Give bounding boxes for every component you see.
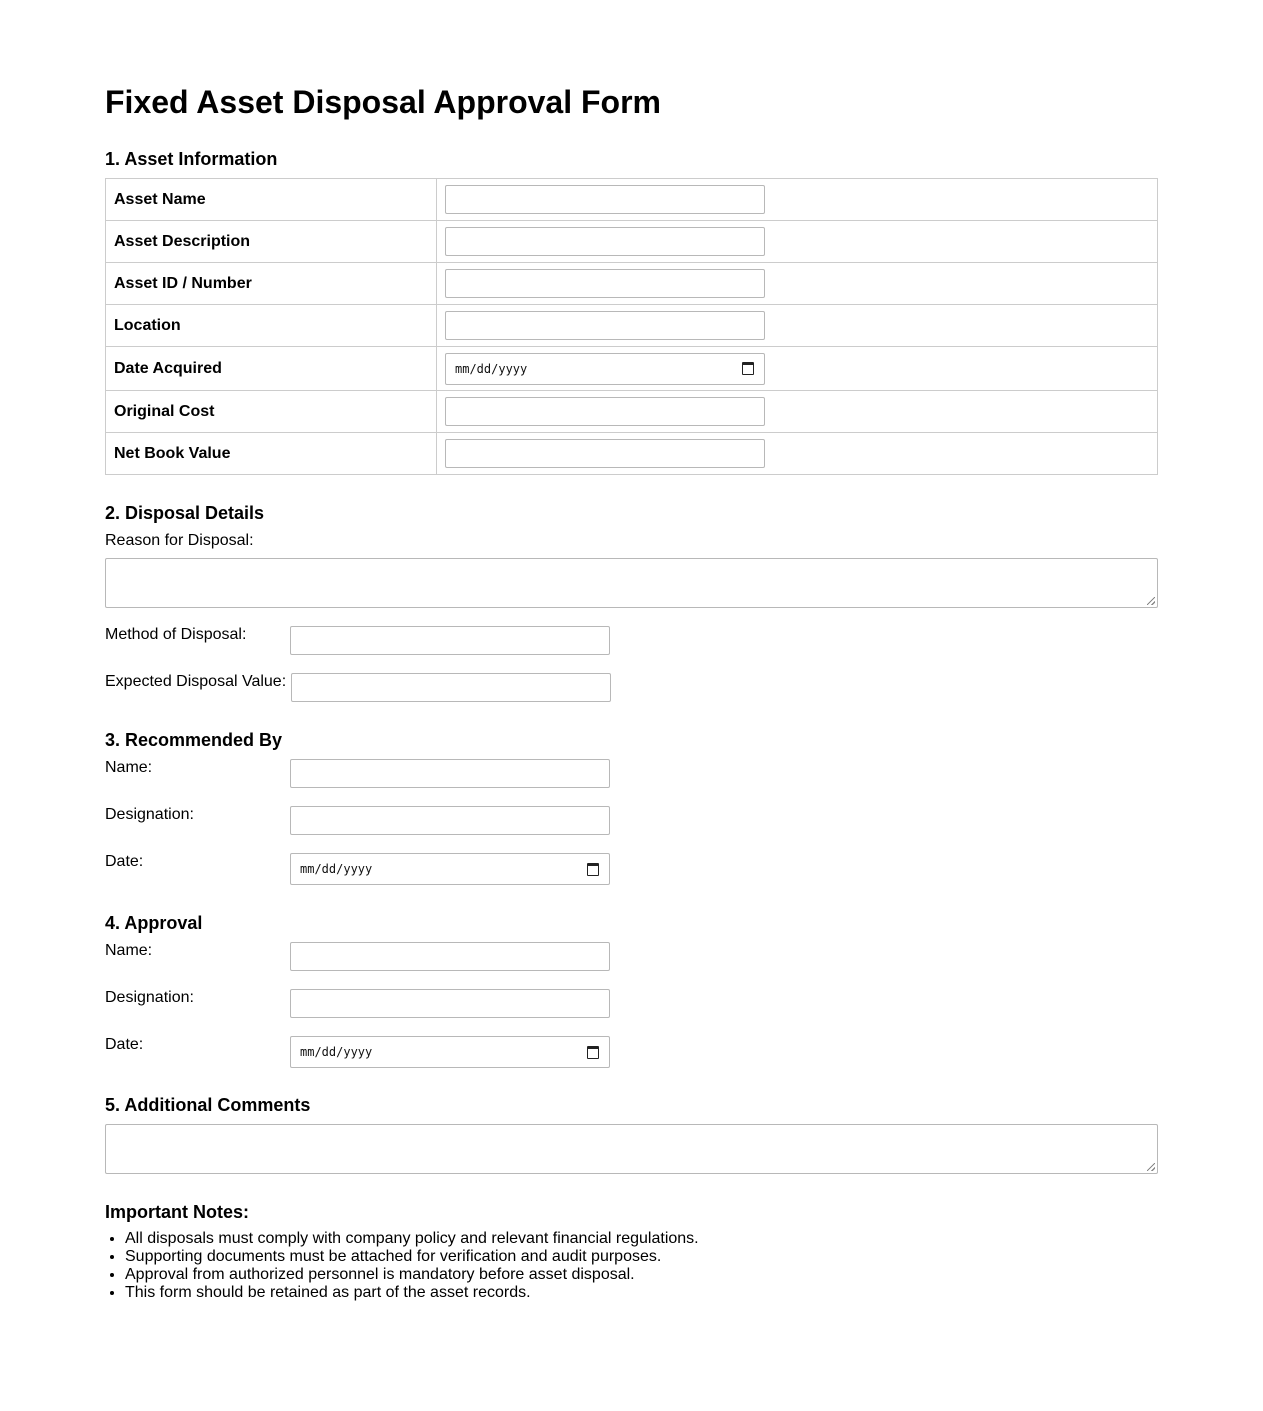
- approval-designation-label: Designation:: [105, 989, 194, 1006]
- calendar-icon[interactable]: [742, 362, 754, 375]
- net-book-value-label: Net Book Value: [106, 433, 437, 475]
- table-row: [106, 179, 1158, 221]
- recommended-date-input[interactable]: [290, 853, 610, 885]
- table-row: [106, 263, 1158, 305]
- approval-date-input[interactable]: [290, 1036, 610, 1068]
- list-item: • Supporting documents must be attached for verification and audit purposes.: [125, 1248, 699, 1266]
- asset-id-input[interactable]: [445, 269, 765, 298]
- table-row: [106, 433, 1158, 475]
- expected-disposal-value-label: Expected Disposal Value:: [105, 673, 287, 690]
- date-acquired-label: Date Acquired: [106, 347, 437, 391]
- calendar-icon[interactable]: [587, 863, 599, 876]
- asset-name-label: Asset Name: [106, 179, 437, 221]
- date-placeholder: mm/dd/yyyy: [300, 1045, 373, 1059]
- section-asset-information-heading: 1. Asset Information: [105, 149, 278, 169]
- date-acquired-input[interactable]: [445, 353, 765, 385]
- asset-description-input[interactable]: [445, 227, 765, 256]
- list-item: • This form should be retained as part of the asset records.: [125, 1284, 699, 1302]
- reason-for-disposal-textarea[interactable]: [105, 558, 1158, 608]
- asset-description-label: Asset Description: [106, 221, 437, 263]
- recommended-name-input[interactable]: [290, 759, 610, 788]
- location-label: Location: [106, 305, 437, 347]
- approval-name-label: Name:: [105, 942, 153, 959]
- approval-name-input[interactable]: [290, 942, 610, 971]
- recommended-designation-input[interactable]: [290, 806, 610, 835]
- section-disposal-details-heading: 2. Disposal Details: [105, 503, 265, 523]
- date-placeholder: mm/dd/yyyy: [455, 361, 528, 376]
- resize-handle-icon[interactable]: [1147, 597, 1155, 605]
- list-item: • Approval from authorized personnel is mandatory before asset disposal.: [125, 1266, 699, 1284]
- section-recommended-by-heading: 3. Recommended By: [105, 730, 283, 750]
- important-notes-list: [105, 1230, 699, 1302]
- resize-handle-icon[interactable]: [1147, 1163, 1155, 1171]
- additional-comments-textarea[interactable]: [105, 1124, 1158, 1174]
- table-row: [106, 347, 1158, 391]
- reason-for-disposal-label: Reason for Disposal:: [105, 532, 254, 549]
- section-approval-heading: 4. Approval: [105, 913, 203, 933]
- asset-name-input[interactable]: [445, 185, 765, 214]
- original-cost-input[interactable]: [445, 397, 765, 426]
- section-additional-comments-heading: 5. Additional Comments: [105, 1095, 311, 1115]
- date-placeholder: mm/dd/yyyy: [300, 862, 373, 876]
- calendar-icon[interactable]: [587, 1046, 599, 1059]
- expected-disposal-value-input[interactable]: [291, 673, 611, 702]
- method-of-disposal-label: Method of Disposal:: [105, 626, 247, 643]
- recommended-date-label: Date:: [105, 853, 144, 870]
- location-input[interactable]: [445, 311, 765, 340]
- asset-id-label: Asset ID / Number: [106, 263, 437, 305]
- net-book-value-input[interactable]: [445, 439, 765, 468]
- table-row: [106, 221, 1158, 263]
- recommended-name-label: Name:: [105, 759, 153, 776]
- table-row: [106, 305, 1158, 347]
- list-item: • All disposals must comply with company policy and relevant financial regulations.: [125, 1230, 699, 1248]
- original-cost-label: Original Cost: [106, 391, 437, 433]
- page-title: Fixed Asset Disposal Approval Form: [105, 84, 661, 120]
- table-row: [106, 391, 1158, 433]
- approval-designation-input[interactable]: [290, 989, 610, 1018]
- important-notes-heading: Important Notes:: [105, 1202, 249, 1222]
- asset-information-table: [105, 178, 1158, 475]
- approval-date-label: Date:: [105, 1036, 144, 1053]
- method-of-disposal-input[interactable]: [290, 626, 610, 655]
- recommended-designation-label: Designation:: [105, 806, 194, 823]
